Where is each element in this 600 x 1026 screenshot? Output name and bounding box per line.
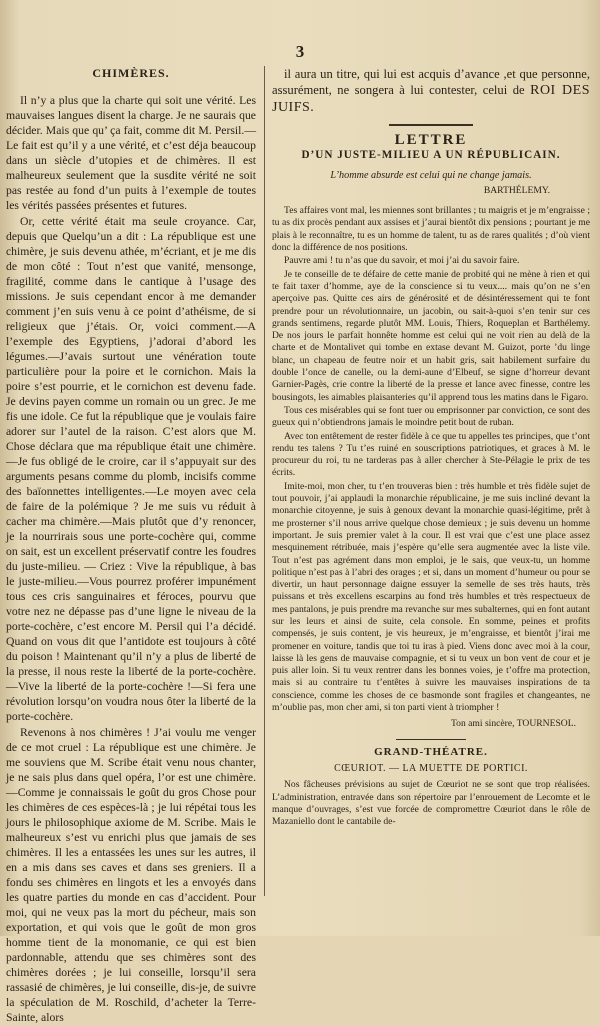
letter-paragraph: Imite-moi, mon cher, tu t’en trouveras bien : très humble et très fidèle sujet de tout pouvoir, j’ai applaudi la monarchie républicaine, je me suis incliné devant la monarchie citoyenne, je suis à genoux devant la monarchie quasi-légitime, prêt à me prosterner s’il nous arrive quelque chose demieux ; je suis devenu un homme important. Je suis premier valet à la cour. Il est vrai que c’est une place assez mesquinement rétribuée, mais j’espère qu’elle sera augmentée avec la liste vile. Tout n’est pas agrément dans mon emploi, je le sais, que veux-tu, un homme politique n’est pas à l’abri des orages ; et si, dans un moment d’humeur ou pour se divertir, un haut personnage daigne essuyer la semelle de ses très hauts, très puissans et très excellens escarpins au fond très humbles et très respectueux de mes pantalons, je puis prendre ma revanche sur mes subalternes, qui en font autant sur les leurs et ainsi de suite, cela console. En somme, peines et profits compensés, je suis content, je vis heureux, je m’engraisse, et bientôt j’irai me promener en voiture, tandis que toi tu iras à pied. Viens donc avec moi à la cour, laisse là les gens de mauvaise compagnie, et si tu veux un bon vent de cour et je puis aller loin. Si tu veux rentrer dans les bonnes voies, je t’offre ma protection, mais si au contraire tu t’entêtes à suivre les mauvaises inspirations de ta conscience, comme les choses de ce basmonde sont fragiles et changeantes, ne m’oublie pas, mon cher ami, si ton parti vient à triompher ! bbox=[272, 480, 590, 714]
letter-title: LETTRE bbox=[394, 132, 468, 148]
page-number: 3 bbox=[295, 42, 305, 61]
letter-paragraph: Avec ton entêtement de rester fidèle à ce que tu appelles tes principes, que t’ont rendu tes talens ? Tu t’es ruiné en souscriptions patriotiques, et graces à M. le procureur du roi, tu ne tarderas pas à aller chercher à Ste-Pélagie le prix de tes écrits. bbox=[272, 430, 590, 479]
letter-epigraph: L’homme absurde est celui qui ne change jamais. bbox=[330, 169, 532, 181]
left-column bbox=[6, 66, 256, 1026]
article-ending: ROI DES JUIFS. bbox=[272, 83, 591, 115]
article-paragraph: Il n’y a plus que la charte qui soit une vérité. Les mauvaises langues disent la charge. Je ne saurais que décider. Mais que qu’ ça fait, comme dit M. Persil.—Le fait est qu’il y a une vérité, et c’est déja beaucoup dans un siècle d’utopies et de chimères. Il est malheureux seulement que la susdite vérité ne soit pas restée au fond d’un puits à l’exemple de toutes les vérités passées présentes et futures. bbox=[6, 94, 256, 212]
column-divider bbox=[264, 66, 265, 896]
epigraph-author: BARTHÉLEMY. bbox=[483, 184, 550, 196]
article-continuation: il aura un titre, qui lui est acquis d’avance ,et que personne, assurément, ne songera à lui contester, celui de ROI DES JUIFS. bbox=[272, 67, 591, 115]
theatre-review-title: CŒURIOT. — LA MUETTE DE PORTICI. bbox=[334, 762, 528, 774]
letter-paragraph: Tes affaires vont mal, les miennes sont brillantes ; tu maigris et je m’engraisse ; tu as dix procès pendant aux assises et j’aurai bientôt dix pensions ; pourtant je me plais à le reconnaître, tu es un homme de talent, tu as de rares qualités ; d’où vient donc la différence de nos positions. bbox=[272, 205, 590, 254]
article-paragraph: Revenons à nos chimères ! J’ai voulu me venger de ce mot cruel : La république est une chimère. Je me souviens que M. Scribe était venu nous chanter, je ne sais plus dans quel opéra, l’or est une chimère.—Comme je connaissais le goût du gros Chose pour les chimères de ces espèces-là ; je lui répétai tous les jours le philosophique axiome de M. Scribe. Mais le malheureux s’est vu enrichi plus que jamais de ses chimères. Il les a entassées les unes sur les autres, il en a mis dans ses caves et dans ses greniers. Il a fondu ses chimères en lingots et les a envoyés dans les quatre parties du monde en cas d’accident. Pour moi, qui ne veux pas la mort du pécheur, mais son exportation, et qui vois que le goût de mon gros homme tient de la monomanie, ce qui est bien pardonnable, attendu que ses chimères sont des chimères dorées ; je lui conseille, lorsqu’il sera rassasié de chimères, je lui conseille, dis-je, de suivre la spéculation de M. Roschild, d’acheter la Terre-Sainte, alors bbox=[6, 726, 256, 1024]
article-title-chimeres: CHIMÈRES. bbox=[92, 66, 170, 80]
letter-subtitle: D’UN JUSTE-MILIEU A UN RÉPUBLICAIN. bbox=[301, 149, 561, 162]
theatre-paragraph: Nos fâcheuses prévisions au sujet de Cœuriot ne se sont que trop réalisées. L’administration, entravée dans son répertoire par l’enrouement de Lecomte et le manque d’ouvrages, s’est vue forcée de compromettre Cœuriot dans le rôle de Mazaniello dont le cantabile de- bbox=[272, 779, 590, 828]
letter-paragraph: Je te conseille de te défaire de cette manie de probité qui ne mène à rien et qui te fait taxer d’homme, aye de la conscience si tu veux.... mais qu’on ne s’en aperçoive pas. Quitte ces airs de générosité et de désintéressement qui te font prendre pour un révolutionnaire, un jacobin, ou sait-à-quoi s’en tenir sur ces grands sentimens, regarde plutôt MM. Louis, Thiers, Roqueplan et Barthélemy. De nos jours le parfait honnête homme est celui qui ne voit rien au delà de la charte et de Montalivet qui tombe en extase devant M. Guizot, porte ’du linge blanc, un chapeau de feutre noir et un habit gris, sait habilement surfaire du double l’once de canelle, ou la demi-aune d’Elbeuf, se signe d’horreur devant Garnier-Pagès, crie contre la liberté de la presse et lance avec finesse, contre les bousingots, les aimables plaisanteries qu’il apprend tous les matins dans le Figaro. bbox=[272, 268, 590, 403]
letter-paragraph: Pauvre ami ! tu n’as que du savoir, et moi j’ai du savoir faire. bbox=[284, 255, 520, 267]
section-rule bbox=[389, 124, 473, 126]
theatre-title: GRAND-THÉATRE. bbox=[374, 745, 488, 758]
right-column bbox=[272, 66, 590, 829]
article-paragraph: Or, cette vérité était ma seule croyance. Car, depuis que Quelqu’un a dit : La république est une chimère, je suis devenu athée, m’écriant, et je me dis de mon côté : Tout n’est que vanité, mensonge, fragilité, comme dans le cantique à l’usage des missions. Je suis cependant encor à me demander comment j’en suis venu à ce point d’athéisme, de si religieux que j’étais. Or, voici comment.—A l’exemple des Egyptiens, j’adorai d’abord les légumes.—J’avais surtout une vénération toute particulière pour la poire et le cornichon. Mais la poire s’est pourrie, et le cornichon est devenu fade. Je devins payen comme un romain ou un grec. Je me fis une idole. Ce fut la république que je voulais faire adorer sur l’autel de la raison. C’est alors que M. Chose déclara que ma république était une chimère.—Je fus obligé de le croire, car il s’appuyait sur des arguments pesans comme du plomb, incisifs comme des baïonnettes intelligentes.—Le moyen avec cela de faire de la polémique ? Je me suis vu réduit à cacher ma chimère.—Mais plutôt que d’y renoncer, je la nourrirais sous une porte-cochère qui, comme on sait, est un excellent préservatif contre les foudres du juste-milieu. — Criez : Vive la république, à bas le juste-milieu.—Vous pourrez proférer impunément tous ces cris sanguinaires et féroces, pourvu que votre nez ne dépasse pas d’une ligne le niveau de la porte-cochère, c’est encore M. Persil qui l’a décidé. Quand on vous dit que l’antidote est toujours à côté du poison ! Maintenant qu’il n’y a plus de liberté de la presse, il nous reste la liberté de la porte-cochère.—Vive la liberté de la porte-cochère !—Si fera une révolution lorsqu’on voudra nous ôter la liberté de la porte-cochère. bbox=[6, 215, 256, 723]
section-rule bbox=[396, 739, 466, 740]
letter-paragraph: Tous ces misérables qui se font tuer ou emprisonner par conviction, ce sont des gueux qui n’obtiendrons jamais le moindre petit bout de ruban. bbox=[272, 404, 590, 429]
letter-signature: Ton ami sincère, TOURNESOL. bbox=[450, 718, 576, 730]
